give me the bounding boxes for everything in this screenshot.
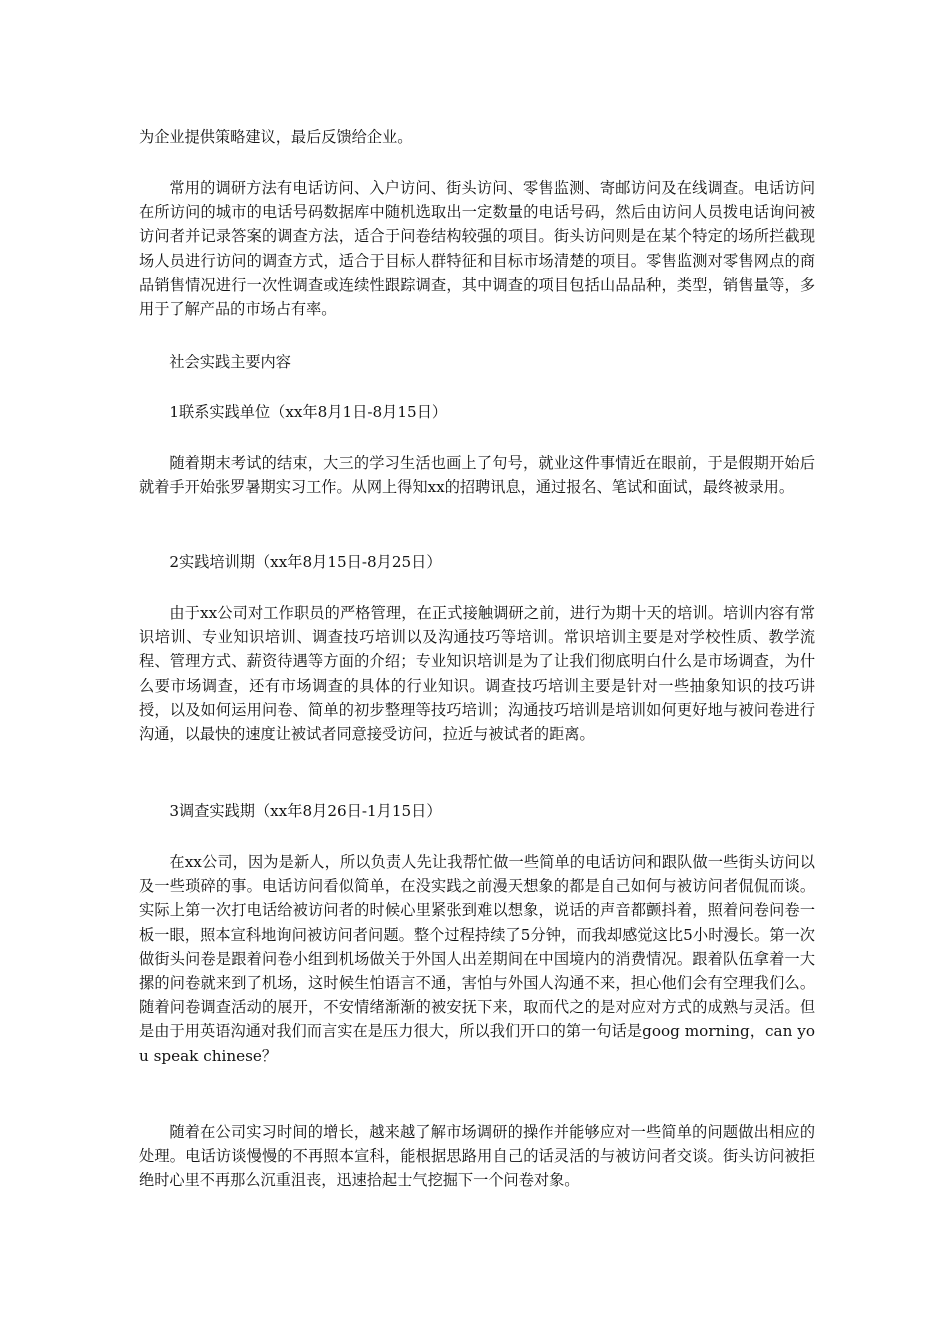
section-heading-survey-practice: 3调查实践期（xx年8月26日-1月15日） (169, 802, 442, 820)
paragraph-contact-unit: 随着期末考试的结束，大三的学习生活也画上了句号，就业这件事情近在眼前，于是假期开始后就着手开始张罗暑期实习工作。从网上得知xx的招聘讯息，通过报名、笔试和面试，最终被录用。 (139, 454, 815, 497)
paragraph-training: 由于xx公司对工作职员的严格管理，在正式接触调研之前，进行为期十天的培训。培训内容有常识培训、专业知识培训、调查技巧培训以及沟通技巧等培训。常识培训主要是对学校性质、教学流程、管理方式、薪资待遇等方面的介绍；专业知识培训是为了让我们彻底明白什么是市场调查，为什么要市场调查，还有市场调查的具体的行业知识。调查技巧培训主要是针对一些抽象知识的技巧讲授，以及如何运用问卷、简单的初步整理等技巧培训；沟通技巧培训是培训如何更好地与被问卷进行沟通，以最快的速度让被试者同意接受访问，拉近与被试者的距离。 (139, 604, 815, 744)
paragraph-research-methods: 常用的调研方法有电话访问、入户访问、街头访问、零售监测、寄邮访问及在线调查。电话访问在所访问的城市的电话号码数据库中随机选取出一定数量的电话号码，然后由访问人员拨电话询问被访问者并记录答案的调查方法，适合于问卷结构较强的项目。街头访问则是在某个特定的场所拦截现场人员进行访问的调查方式，适合于目标人群特征和目标市场清楚的项目。零售监测对零售网点的商品销售情况进行一次性调查或连续性跟踪调查，其中调查的项目包括山品品种，类型，销售量等，多用于了解产品的市场占有率。 (139, 179, 815, 319)
paragraph-growth: 随着在公司实习时间的增长，越来越了解市场调研的操作并能够应对一些简单的问题做出相应的处理。电话访谈慢慢的不再照本宣科，能根据思路用自己的话灵活的与被访问者交谈。街头访问被拒绝时心里不再那么沉重沮丧，迅速拾起士气挖掘下一个问卷对象。 (139, 1123, 815, 1190)
paragraph-survey-practice: 在xx公司，因为是新人，所以负责人先让我帮忙做一些简单的电话访问和跟队做一些街头访问以及一些琐碎的事。电话访问看似简单，在没实践之前漫天想象的都是自己如何与被访问者侃侃而谈。实际上第一次打电话给被访问者的时候心里紧张到难以想象，说话的声音都颤抖着，照着问卷问卷一板一眼，照本宣科地询问被访问者问题。整个过程持续了5分钟，而我却感觉这比5小时漫长。第一次做街头问卷是跟着问卷小组到机场做关于外国人出差期间在中国境内的消费情况。跟着队伍拿着一大摞的问卷就来到了机场，这时候生怕语言不通，害怕与外国人沟通不来，担心他们会有空理我们么。随着问卷调查活动的展开，不安情绪渐渐的被安抚下来，取而代之的是对应对方式的成熟与灵活。但是由于用英语沟通对我们而言实在是压力很大，所以我们开口的第一句话是goog morning，can you speak chinese？ (139, 853, 815, 1065)
section-heading-main-content: 社会实践主要内容 (169, 353, 291, 371)
section-heading-contact-unit: 1联系实践单位（xx年8月1日-8月15日） (169, 403, 448, 421)
paragraph-continuation: 为企业提供策略建议，最后反馈给企业。 (139, 128, 413, 146)
section-heading-training: 2实践培训期（xx年8月15日-8月25日） (169, 553, 442, 571)
